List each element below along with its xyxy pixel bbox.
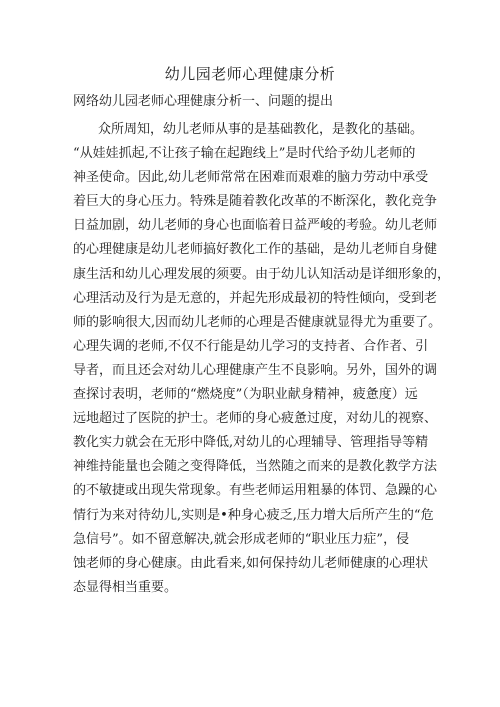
body-line: 众所周知，幼儿老师从事的是基础教化，是教化的基础。 [98,122,424,137]
body-line: 态显得相当重要。 [73,579,178,595]
body-line: 神圣使命。因此,幼儿老师常常在困难而艰难的脑力劳动中承受 [73,170,429,186]
body-line: 日益加剧，幼儿老师的身心也面临着日益严峻的考验。幼儿老师 [73,218,438,234]
body-line: 教化实力就会在无形中降低,对幼儿的心理辅导、管理指导等精 [73,435,429,451]
body-line: 远地超过了医院的护士。老师的身心疲惫过度，对幼儿的视察、 [73,411,438,427]
body-line: 着巨大的身心压力。特殊是随着教化改革的不断深化，教化竞争 [73,194,438,210]
body-line: 心理活动及行为是无意的，并起先形成最初的特性倾向，受到老 [73,290,438,306]
body-line: 神维持能量也会随之变得降低，当然随之而来的是教化教学方法 [73,459,438,475]
document-subtitle: 网络幼儿园老师心理健康分析一、问题的提出 [73,94,334,109]
body-line: 师的影响很大,因而幼儿老师的心理是否健康就显得尤为重要了。 [73,314,442,330]
body-line: 的心理健康是幼儿老师搞好教化工作的基础，是幼儿老师自身健 [73,242,438,258]
body-line: “从娃娃抓起,不让孩子输在起跑线上”是时代给予幼儿老师的 [73,146,416,162]
body-line: 康生活和幼儿心理发展的须要。由于幼儿认知活动是详细形象的， [73,266,451,282]
body-line: 情行为来对待幼儿,实则是•种身心疲乏,压力增大后所产生的“危 [73,507,434,523]
body-line: 急信号”。如不留意解决,就会形成老师的“职业压力症”，侵 [73,531,410,547]
body-line: 心理失调的老师,不仅不行能是幼儿学习的支持者、合作者、引 [73,338,429,354]
body-line: 查探讨表明，老师的“燃烧度”（为职业献身精神，疲惫度）远 [73,387,418,403]
body-line: 蚀老师的身心健康。由此看来,如何保持幼儿老师健康的心理状 [73,555,429,571]
body-line: 的不敏捷或出现失常现象。有些老师运用粗暴的体罚、急躁的心 [73,483,438,499]
document-title: 幼儿园老师心理健康分析 [164,65,336,83]
body-text [73,118,451,600]
body-line: 导者，而且还会对幼儿心理健康产生不良影响。另外，国外的调 [73,362,438,378]
